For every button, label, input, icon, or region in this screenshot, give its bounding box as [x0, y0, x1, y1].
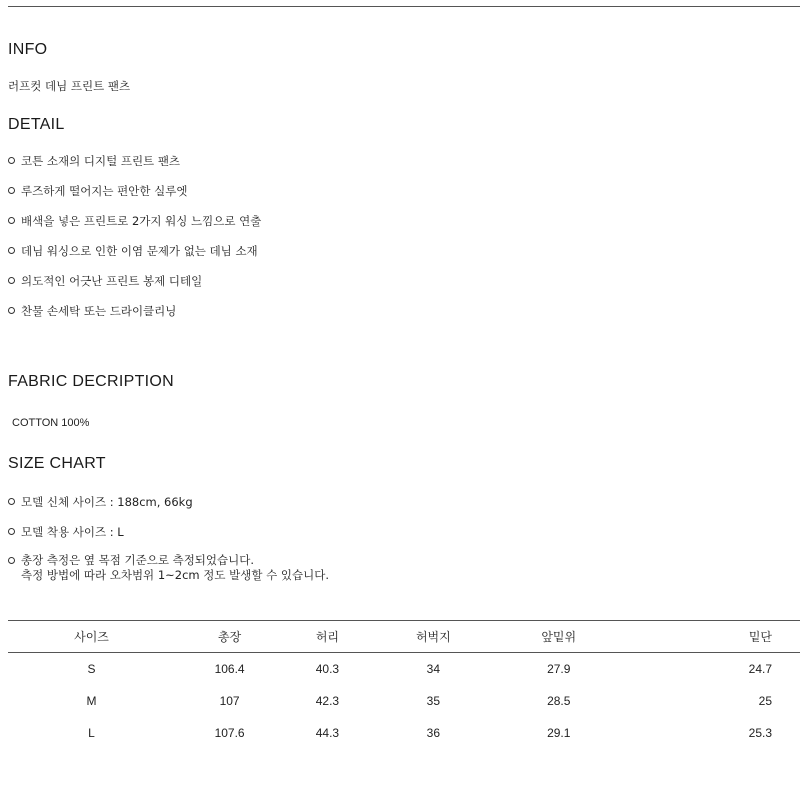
table-row: [8, 717, 800, 749]
size-table-header-row: [8, 620, 800, 653]
cell: 34: [426, 662, 441, 676]
fabric-heading: FABRIC DECRIPTION: [8, 373, 175, 390]
detail-heading: DETAIL: [8, 116, 65, 133]
cell: 27.9: [547, 662, 571, 676]
cell: 24.7: [748, 662, 772, 676]
header-front-rise: 앞밑위: [541, 629, 577, 644]
cell: S: [87, 662, 96, 676]
measurement-note: [8, 553, 329, 583]
cell: 107.6: [214, 726, 245, 740]
circle-bullet-icon: [8, 557, 15, 564]
circle-bullet-icon: [8, 498, 15, 505]
header-thigh: 허벅지: [415, 629, 451, 644]
detail-item: [8, 183, 188, 199]
cell: 106.4: [214, 662, 245, 676]
header-size: 사이즈: [74, 629, 109, 644]
detail-item-text: 루즈하게 떨어지는 편안한 실루엣: [21, 184, 188, 198]
size-table: [8, 620, 800, 749]
detail-item: [8, 243, 258, 259]
cell: M: [86, 694, 97, 708]
circle-bullet-icon: [8, 247, 15, 254]
fabric-composition: COTTON 100%: [12, 417, 90, 429]
circle-bullet-icon: [8, 187, 15, 194]
header-hem: 밑단: [748, 629, 772, 644]
circle-bullet-icon: [8, 157, 15, 164]
cell: 36: [426, 726, 441, 740]
detail-item-text: 배색을 넣은 프린트로 2가지 워싱 느낌으로 연출: [21, 214, 262, 228]
model-body-info: [8, 494, 193, 510]
note-line-1: 총장 측정은 옆 목점 기준으로 측정되었습니다.: [21, 553, 255, 567]
table-row: [8, 685, 800, 717]
info-heading: INFO: [8, 41, 48, 58]
detail-item-text: 데님 워싱으로 인한 이염 문제가 없는 데님 소재: [21, 244, 258, 258]
model-size-text: 모델 착용 사이즈 : L: [21, 525, 124, 539]
cell: 40.3: [315, 662, 340, 676]
detail-item: [8, 273, 202, 289]
cell: 44.3: [315, 726, 340, 740]
circle-bullet-icon: [8, 528, 15, 535]
cell: 29.1: [547, 726, 571, 740]
header-total-length: 총장: [218, 629, 242, 644]
detail-item-text: 찬물 손세탁 또는 드라이클리닝: [21, 304, 177, 318]
cell: 28.5: [547, 694, 571, 708]
detail-item: [8, 303, 176, 319]
top-divider: [8, 6, 800, 7]
cell: 42.3: [315, 694, 340, 708]
circle-bullet-icon: [8, 277, 15, 284]
circle-bullet-icon: [8, 307, 15, 314]
model-size-info: [8, 524, 124, 540]
model-body-text: 모델 신체 사이즈 : 188cm, 66kg: [21, 495, 193, 509]
circle-bullet-icon: [8, 217, 15, 224]
table-row: [8, 653, 800, 686]
cell: 35: [426, 694, 441, 708]
detail-item-text: 코튼 소재의 디지털 프린트 팬츠: [21, 154, 181, 168]
detail-item-text: 의도적인 어긋난 프린트 봉제 디테일: [21, 274, 203, 288]
detail-item: [8, 153, 180, 169]
detail-item: [8, 213, 261, 229]
size-chart-heading: SIZE CHART: [8, 455, 106, 472]
header-waist: 허리: [315, 629, 340, 644]
note-line-2: 측정 방법에 따라 오차범위 1~2cm 정도 발생할 수 있습니다.: [21, 568, 329, 582]
cell: L: [88, 726, 95, 740]
cell: 107: [219, 694, 240, 708]
cell: 25.3: [748, 726, 772, 740]
product-name: 러프컷 데님 프린트 팬츠: [8, 79, 131, 93]
cell: 25: [758, 694, 772, 708]
